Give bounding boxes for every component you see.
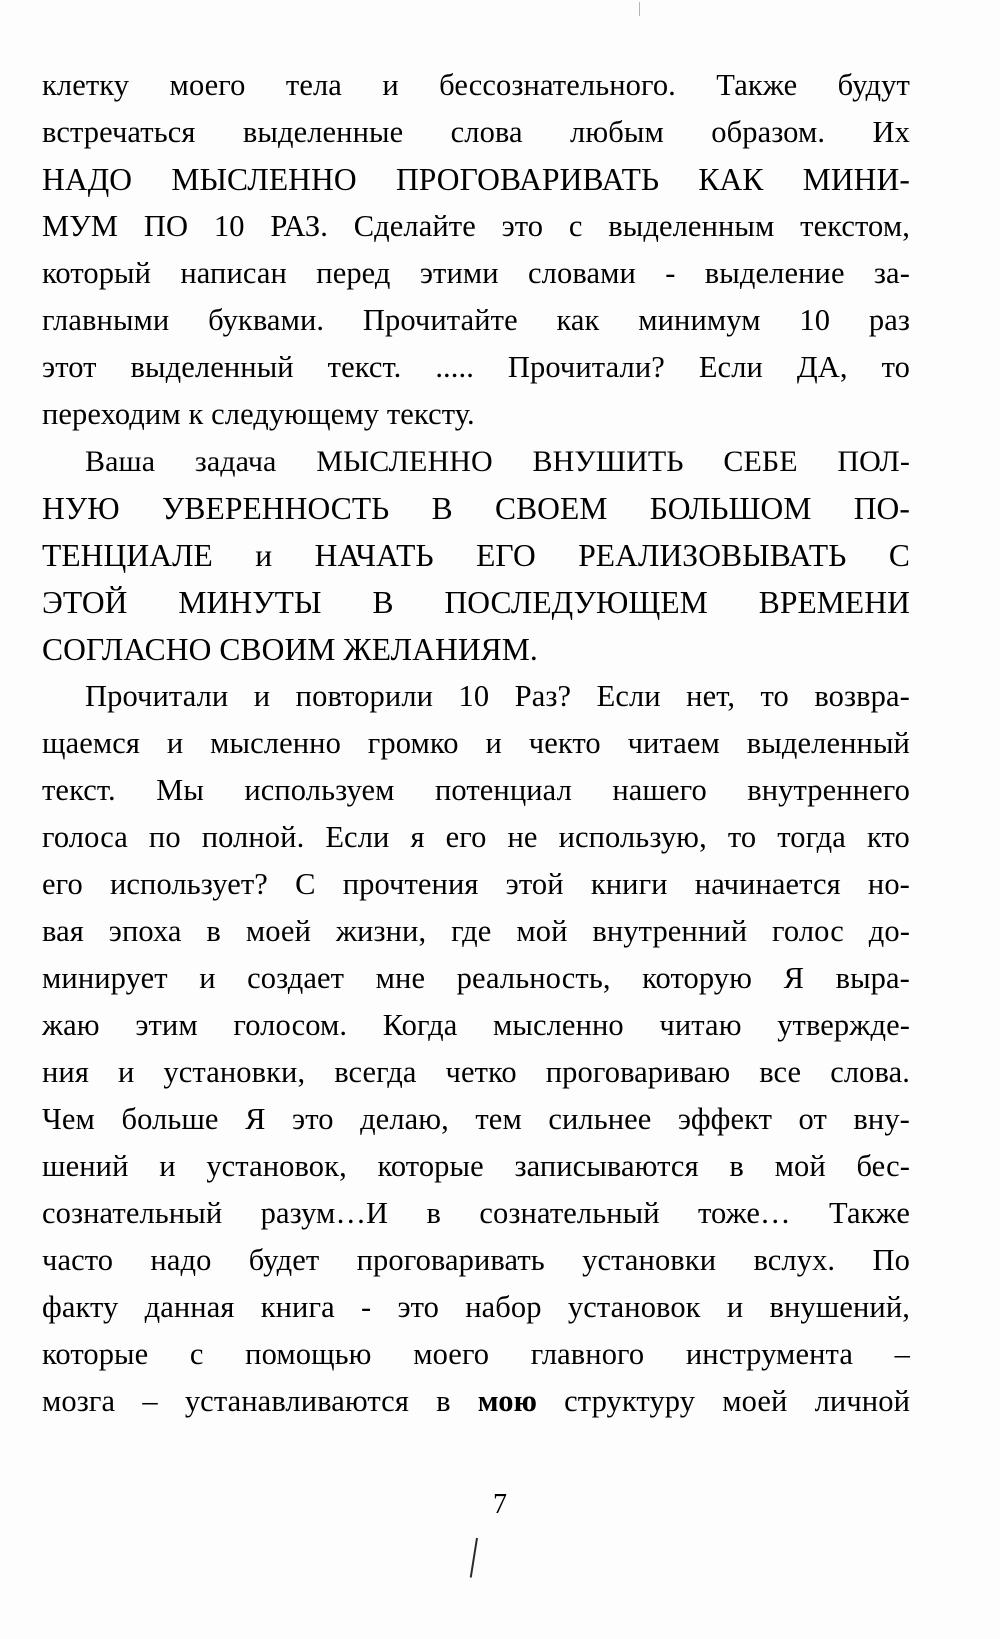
line-justified <box>42 1237 910 1284</box>
word: с <box>189 1337 204 1371</box>
text-line-caps <box>42 156 910 203</box>
word: буквами. <box>208 303 325 337</box>
text-line <box>42 955 910 1002</box>
word: СЕБЕ <box>723 445 798 478</box>
word: и <box>199 961 216 995</box>
word: МУМ <box>42 209 119 243</box>
word: читаем <box>627 726 720 760</box>
word: установок, <box>206 1149 347 1183</box>
word: его <box>42 867 83 901</box>
word: НУЮ <box>42 491 120 526</box>
word: выделенные <box>242 115 404 149</box>
word: моего <box>169 68 246 102</box>
word: кто <box>866 820 910 854</box>
text-line <box>42 1049 910 1096</box>
word: нашего <box>612 773 707 807</box>
word: написан <box>180 256 287 290</box>
word: минимум <box>638 303 761 337</box>
line-justified <box>42 1190 910 1237</box>
word: нет, <box>686 679 736 713</box>
word: и <box>382 68 399 102</box>
word: то <box>881 350 910 384</box>
word: эффект <box>677 1102 773 1136</box>
word: ния <box>42 1055 89 1089</box>
line-justified <box>42 156 910 203</box>
word: не <box>507 820 538 854</box>
text-line <box>42 344 910 391</box>
paragraph-3 <box>42 673 910 1425</box>
line-justified <box>42 861 910 908</box>
word: которую <box>642 961 753 995</box>
word: книга <box>260 1290 335 1324</box>
word: сильнее <box>548 1102 652 1136</box>
word: проговариваю <box>545 1055 731 1089</box>
word: я <box>410 820 425 854</box>
word: моей <box>722 1384 788 1418</box>
word: и <box>159 1149 176 1183</box>
word: с <box>568 209 583 243</box>
word: в <box>729 1149 744 1183</box>
word: выделенный <box>130 350 294 384</box>
word: записываются <box>514 1149 699 1183</box>
word: С <box>888 538 910 573</box>
word: будет <box>248 1243 320 1277</box>
line-justified <box>42 955 910 1002</box>
word: и <box>726 1290 744 1324</box>
word: текст. <box>327 350 402 384</box>
word: клетку <box>42 68 130 102</box>
line-justified <box>42 62 910 109</box>
word: полной. <box>201 820 305 854</box>
word: голос <box>772 914 844 948</box>
text-line-caps <box>42 438 910 485</box>
word: - <box>360 1290 372 1324</box>
word: МЫСЛЕННО <box>171 162 357 197</box>
line-ragged: переходим к следующему тексту. <box>42 397 475 431</box>
word: выра- <box>835 961 910 995</box>
word: Чем <box>42 1102 95 1136</box>
word: ВРЕМЕНИ <box>758 585 910 620</box>
word: НАДО <box>42 162 133 197</box>
text-line <box>42 1143 910 1190</box>
word: жизни, <box>335 914 427 948</box>
word: ДА, <box>796 350 848 384</box>
line-justified <box>42 250 910 297</box>
word: это <box>501 209 544 243</box>
word: и <box>166 726 184 760</box>
word: в <box>426 1196 442 1230</box>
scan-artifact-bottom-icon <box>470 1538 478 1578</box>
word: будут <box>837 68 910 102</box>
word: как <box>556 303 600 337</box>
word: в <box>206 914 221 948</box>
word: выделение <box>704 256 845 290</box>
line-justified-bold <box>42 1378 910 1425</box>
word: Их <box>872 115 910 149</box>
word: до- <box>868 914 910 948</box>
word: Также <box>716 68 798 102</box>
word: в <box>436 1384 451 1418</box>
word: то <box>727 820 757 854</box>
line-justified <box>42 579 910 626</box>
word: Прочитайте <box>362 303 518 337</box>
text-line <box>42 767 910 814</box>
word: тоже… <box>698 1196 791 1230</box>
word: ПОСЛЕДУЮЩЕМ <box>444 585 708 620</box>
line-justified <box>42 1284 910 1331</box>
word: вну- <box>853 1102 910 1136</box>
word: ТЕНЦИАЛЕ <box>42 538 213 573</box>
word: реальность, <box>456 961 611 995</box>
word: четко <box>445 1055 517 1089</box>
word: начинается <box>694 867 841 901</box>
word: сознательный <box>479 1196 660 1230</box>
text-line-caps <box>42 626 910 673</box>
word: которые <box>42 1337 149 1371</box>
text-line <box>42 109 910 156</box>
word: щаемся <box>42 726 141 760</box>
word: установок <box>567 1290 701 1324</box>
text-line <box>42 203 910 250</box>
word: этим <box>135 1008 198 1042</box>
word: возвра- <box>814 679 910 713</box>
word: и <box>485 726 502 760</box>
text-line <box>42 297 910 344</box>
word: СВОЕМ <box>494 491 608 526</box>
word: РАЗ. <box>270 209 328 243</box>
word: ЕГО <box>476 538 536 573</box>
word: бессознательного. <box>439 68 676 102</box>
line-justified <box>42 1096 910 1143</box>
word: все <box>759 1055 802 1089</box>
word: данная <box>144 1290 235 1324</box>
line-justified <box>42 485 910 532</box>
word: бес- <box>856 1149 910 1183</box>
word: 10 <box>458 679 490 713</box>
word: по <box>148 820 181 854</box>
word: - <box>665 256 676 290</box>
text-line-caps <box>42 579 910 626</box>
word: мозга <box>42 1384 116 1418</box>
word: больше <box>121 1102 219 1136</box>
word: выделенный <box>746 726 910 760</box>
word: МИНУТЫ <box>178 585 322 620</box>
word: и <box>253 679 271 713</box>
word: Также <box>829 1196 910 1230</box>
text-line <box>42 673 910 720</box>
word: книги <box>590 867 668 901</box>
text-line <box>42 1331 910 1378</box>
word: текст. <box>42 773 116 807</box>
line-justified-indented <box>42 438 910 485</box>
word: вслух. <box>753 1243 836 1277</box>
word: Я <box>783 961 805 995</box>
word: повторили <box>295 679 434 713</box>
word: делаю, <box>360 1102 449 1136</box>
word: использую, <box>558 820 707 854</box>
word: прочтения <box>342 867 479 901</box>
word: используем <box>244 773 395 807</box>
word: любым <box>570 115 664 149</box>
word: его <box>445 820 487 854</box>
word: словами <box>528 256 636 290</box>
line-justified <box>42 297 910 344</box>
word: этими <box>419 256 499 290</box>
word: структуру <box>564 1384 696 1418</box>
line-justified <box>42 767 910 814</box>
word: чекто <box>528 726 601 760</box>
word: ЭТОЙ <box>42 585 128 620</box>
word: – <box>142 1384 158 1418</box>
word: встречаться <box>42 115 196 149</box>
word: это <box>397 1290 440 1324</box>
text-line <box>42 1237 910 1284</box>
word: мысленно <box>492 1008 624 1042</box>
line-justified <box>42 908 910 955</box>
word: набор <box>465 1290 542 1324</box>
text-line <box>42 1284 910 1331</box>
word: установки <box>582 1243 717 1277</box>
text-line <box>42 62 910 109</box>
word: Сделайте <box>353 209 476 243</box>
word: всегда <box>334 1055 417 1089</box>
line-justified <box>42 1143 910 1190</box>
word: жаю <box>42 1008 100 1042</box>
word: Ваша <box>85 445 156 478</box>
word: текстом, <box>800 209 910 243</box>
word: потенциал <box>434 773 572 807</box>
text-line <box>42 861 910 908</box>
line-justified <box>42 109 910 156</box>
word: МИНИ- <box>802 162 910 197</box>
word-bold: мою <box>477 1384 538 1418</box>
word: голоса <box>42 820 128 854</box>
word: который <box>42 256 152 290</box>
line-justified <box>42 720 910 767</box>
word: громко <box>367 726 459 760</box>
word: Мы <box>156 773 204 807</box>
word: этот <box>42 350 97 384</box>
word: мой <box>516 914 568 948</box>
word: Прочитали <box>85 679 229 713</box>
word: мой <box>774 1149 826 1183</box>
word: 10 <box>213 209 245 243</box>
word: Прочитали? <box>507 350 665 384</box>
word: шений <box>42 1149 129 1183</box>
word: моей <box>245 914 311 948</box>
word: Если <box>698 350 763 384</box>
line-justified <box>42 1331 910 1378</box>
text-line-caps <box>42 532 910 579</box>
word: создает <box>247 961 345 995</box>
word: раз <box>868 303 910 337</box>
word: которые <box>377 1149 484 1183</box>
word: то <box>760 679 789 713</box>
word: главными <box>42 303 170 337</box>
word: НАЧАТЬ <box>314 538 434 573</box>
word: использует? <box>110 867 268 901</box>
line-justified <box>42 1002 910 1049</box>
paragraph-2-emphasis <box>42 438 910 673</box>
word: устанавливаются <box>184 1384 409 1418</box>
line-justified-indented <box>42 673 910 720</box>
word: По <box>872 1243 910 1277</box>
word: тогда <box>777 820 846 854</box>
word: внутренний <box>592 914 748 948</box>
word: это <box>292 1102 334 1136</box>
word: надо <box>150 1243 212 1277</box>
page-text-column <box>42 62 910 1425</box>
word: моего <box>413 1337 490 1371</box>
word: Раз? <box>514 679 572 713</box>
line-justified <box>42 203 910 250</box>
word: тела <box>285 68 342 102</box>
word: этой <box>505 867 564 901</box>
word: КАК <box>698 162 764 197</box>
word: утвержде- <box>777 1008 910 1042</box>
scan-artifact-top-icon <box>639 2 640 16</box>
word: ВНУШИТЬ <box>532 445 684 478</box>
word: факту <box>42 1290 119 1324</box>
word: РЕАЛИЗОВЫВАТЬ <box>578 538 847 573</box>
word: помощью <box>245 1337 372 1371</box>
word: БОЛЬШОМ <box>649 491 812 526</box>
line-justified <box>42 344 910 391</box>
word: читаю <box>659 1008 742 1042</box>
word: где <box>451 914 492 948</box>
text-line <box>42 908 910 955</box>
word: – <box>894 1337 910 1371</box>
paragraph-1 <box>42 62 910 438</box>
text-line <box>42 250 910 297</box>
text-line <box>42 814 910 861</box>
word: ПО <box>143 209 189 243</box>
word: тем <box>475 1102 522 1136</box>
line-justified <box>42 532 910 579</box>
word: задача <box>194 445 277 478</box>
word: установки, <box>163 1055 306 1089</box>
word: УВЕРЕННОСТЬ <box>161 491 390 526</box>
word: вая <box>42 914 84 948</box>
word: ..... <box>435 350 474 384</box>
word: но- <box>867 867 910 901</box>
text-line-caps <box>42 485 910 532</box>
word: личной <box>814 1384 910 1418</box>
word: внутреннего <box>747 773 910 807</box>
word: от <box>798 1102 827 1136</box>
word: слова. <box>830 1055 910 1089</box>
word: Если <box>596 679 661 713</box>
word: В <box>431 491 453 526</box>
word: перед <box>316 256 391 290</box>
word: минирует <box>42 961 168 995</box>
word: разум…И <box>260 1196 389 1230</box>
word: ПРОГОВАРИВАТЬ <box>395 162 660 197</box>
word: часто <box>42 1243 114 1277</box>
word: за- <box>873 256 910 290</box>
word: Я <box>245 1102 266 1136</box>
line-justified <box>42 814 910 861</box>
word: инструмента <box>685 1337 853 1371</box>
line-justified <box>42 1049 910 1096</box>
text-line-with-bold <box>42 1378 910 1425</box>
text-line <box>42 720 910 767</box>
word: сознательный <box>42 1196 223 1230</box>
word: и <box>255 538 273 573</box>
text-line <box>42 391 910 438</box>
word: В <box>372 585 394 620</box>
word: голосом. <box>233 1008 348 1042</box>
word: проговаривать <box>356 1243 545 1277</box>
word: ПОЛ- <box>837 445 910 478</box>
word: С <box>295 867 316 901</box>
word: мне <box>375 961 426 995</box>
word: Если <box>325 820 390 854</box>
text-line <box>42 1002 910 1049</box>
word: главного <box>530 1337 645 1371</box>
word: Когда <box>382 1008 458 1042</box>
word: и <box>117 1055 135 1089</box>
word: МЫСЛЕННО <box>316 445 493 478</box>
word: ПО- <box>853 491 910 526</box>
text-line <box>42 1190 910 1237</box>
word: мысленно <box>210 726 341 760</box>
word: 10 <box>799 303 831 337</box>
text-line <box>42 1096 910 1143</box>
word: выделенным <box>608 209 775 243</box>
word: слова <box>450 115 523 149</box>
line-ragged: СОГЛАСНО СВОИМ ЖЕЛАНИЯМ. <box>42 632 538 667</box>
word: эпоха <box>108 914 182 948</box>
page-number: 7 <box>493 1489 507 1520</box>
word: внушений, <box>769 1290 910 1324</box>
word: образом. <box>711 115 826 149</box>
